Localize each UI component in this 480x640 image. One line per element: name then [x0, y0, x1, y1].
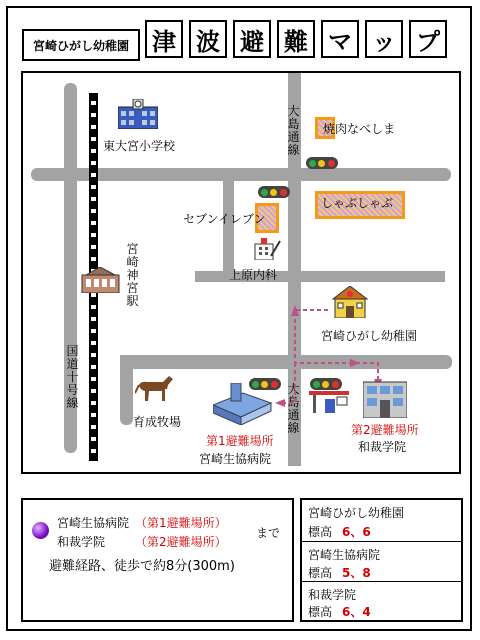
label-miyazaki-seikyo-hospital: 宮崎生協病院 — [199, 452, 272, 466]
label-shelter1-tag: 第1避難場所 — [206, 434, 274, 448]
legend-shelter2-tag: （第2避難場所） — [135, 535, 227, 549]
legend-hospital-name: 宮崎生協病院 — [57, 516, 130, 530]
label-oshima-street-north: 大島通線 — [287, 104, 300, 157]
label-uehara-clinic: 上原内科 — [229, 268, 278, 282]
label-yakiniku-nabeshima: 焼肉なべしま — [323, 122, 396, 136]
map-area[interactable] — [21, 71, 461, 474]
elevation-panel — [300, 498, 463, 622]
elevation-value: 5、8 — [342, 566, 371, 580]
legend-school-name: 和裁学院 — [57, 535, 106, 549]
elevation-value: 6、4 — [342, 605, 371, 619]
elevation-label: 標高 — [308, 605, 333, 619]
legend-shelter1-tag: （第1避難場所） — [135, 516, 227, 530]
gas-station-icon — [309, 391, 349, 413]
title-char: 津 — [145, 20, 183, 58]
label-seven-eleven: セブンイレブン — [183, 212, 266, 226]
label-ikusei-ranch: 育成牧場 — [133, 415, 182, 429]
title-char: ッ — [365, 20, 403, 58]
hospital-building-icon — [213, 383, 273, 425]
kindergarten-name-box — [22, 29, 140, 61]
title-char: 避 — [233, 20, 271, 58]
elevation-row — [302, 500, 461, 542]
label-elementary-school: 東大宮小学校 — [103, 139, 176, 153]
elevation-row — [302, 582, 461, 620]
legend-route-text: 避難経路、徒歩で約8分(300m) — [49, 559, 235, 574]
label-wasai-gakuin: 和裁学院 — [358, 440, 407, 454]
legend-made: まで — [256, 526, 281, 540]
elevation-row — [302, 542, 461, 582]
horse-icon — [135, 373, 175, 403]
kindergarten-name: 宮崎ひがし幼稚園 — [32, 38, 129, 53]
label-miyazaki-jingu-station: 宮崎神宮駅 — [126, 242, 139, 308]
map-title — [145, 20, 447, 58]
label-oshima-street-south: 大島通線 — [287, 382, 300, 435]
label-shabushabu: しゃぶしゃぶ — [321, 196, 394, 210]
label-kindergarten: 宮崎ひがし幼稚園 — [321, 329, 418, 343]
elevation-label: 標高 — [308, 566, 333, 580]
label-shelter2-tag: 第2避難場所 — [351, 423, 419, 437]
title-char: 難 — [277, 20, 315, 58]
elevation-place-name: 宮崎生協病院 — [308, 548, 381, 562]
elevation-value: 6、6 — [342, 525, 371, 539]
label-national-route-10: 国道十号線 — [66, 344, 79, 410]
purple-dot-icon — [32, 522, 49, 539]
route-legend — [21, 498, 294, 622]
elevation-label: 標高 — [308, 525, 333, 539]
elevation-place-name: 宮崎ひがし幼稚園 — [308, 506, 405, 520]
title-char: 波 — [189, 20, 227, 58]
title-char: プ — [409, 20, 447, 58]
title-char: マ — [321, 20, 359, 58]
elevation-place-name: 和裁学院 — [308, 588, 357, 602]
sewing-school-building-icon — [363, 378, 407, 418]
